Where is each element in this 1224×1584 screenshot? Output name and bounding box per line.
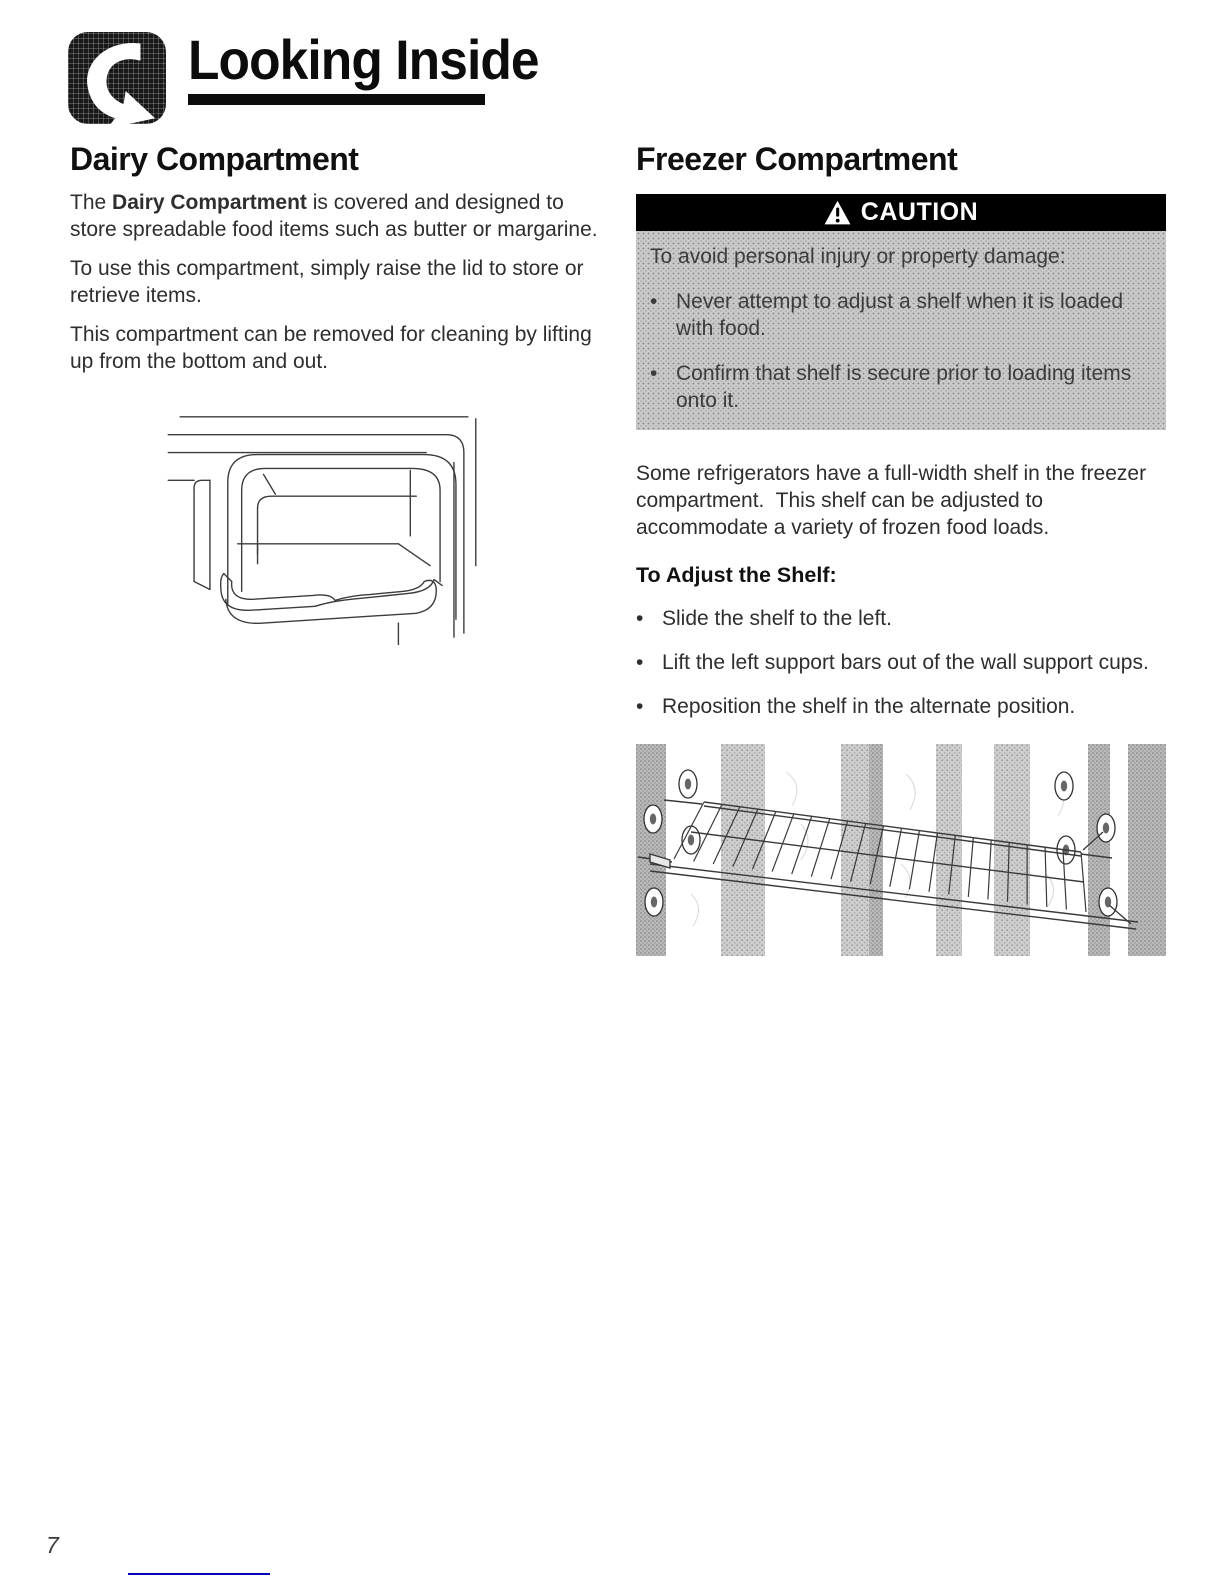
adjust-shelf-subheading: To Adjust the Shelf: (636, 563, 837, 588)
caution-box (636, 194, 1166, 430)
dairy-paragraph-2: To use this compartment, simply raise the lid to store or retrieve items. (70, 257, 590, 308)
freezer-paragraph: Some refrigerators have a full-width shelf in the freezer compartment. This shelf can be adjusted to accommodate a variety of frozen food loads. (636, 462, 1152, 540)
page-title: Looking Inside (188, 28, 539, 91)
adjust-step (636, 605, 1166, 632)
caution-item-text: Never attempt to adjust a shelf when it is loaded with food. (676, 290, 1124, 341)
caution-item (650, 288, 1152, 342)
bullet-glyph: • (636, 651, 644, 675)
caution-intro: To avoid personal injury or property damage: (650, 245, 1066, 269)
content-columns (70, 132, 1166, 961)
caution-item (650, 360, 1152, 414)
caution-item-text: Confirm that shelf is secure prior to loading items onto it. (676, 362, 1132, 413)
dairy-para1-pre: The (70, 191, 113, 215)
bullet-glyph: • (636, 695, 644, 719)
freezer-section (636, 132, 1166, 961)
dairy-para1-bold: Dairy Compartment (112, 191, 307, 215)
bullet-glyph: • (650, 290, 658, 314)
dairy-heading: Dairy Compartment (70, 141, 359, 177)
freezer-heading: Freezer Compartment (636, 141, 958, 177)
title-block (188, 28, 569, 105)
curved-arrow-glyph (68, 32, 166, 124)
adjust-step-text: Lift the left support bars out of the wall support cups. (662, 651, 1149, 675)
dairy-paragraph-1 (70, 189, 600, 243)
shelf-frame (638, 800, 1138, 929)
dairy-para1-post: is covered and designed to store spreadable food items such as butter or margarine. (70, 191, 598, 242)
adjust-step-text: Reposition the shelf in the alternate position. (662, 695, 1076, 719)
caution-body (636, 231, 1166, 430)
page-number: 7 (46, 1532, 59, 1558)
warning-triangle-icon (824, 200, 851, 225)
page-header (68, 28, 569, 124)
caution-header-bar (636, 194, 1166, 231)
adjust-step (636, 693, 1166, 720)
title-underline (188, 94, 485, 105)
dairy-paragraph-3: This compartment can be removed for cleaning by lifting up from the bottom and out. (70, 323, 598, 374)
dairy-section (70, 132, 600, 961)
bullet-glyph: • (636, 607, 644, 631)
adjust-step-text: Slide the shelf to the left. (662, 607, 892, 631)
adjust-step (636, 649, 1166, 676)
dairy-compartment-figure (166, 397, 484, 645)
freezer-shelf-figure (636, 744, 1166, 956)
bullet-glyph: • (650, 362, 658, 386)
footer-link-underline (128, 1573, 270, 1575)
caution-title: CAUTION (860, 198, 979, 227)
curved-arrow-icon (68, 32, 166, 124)
